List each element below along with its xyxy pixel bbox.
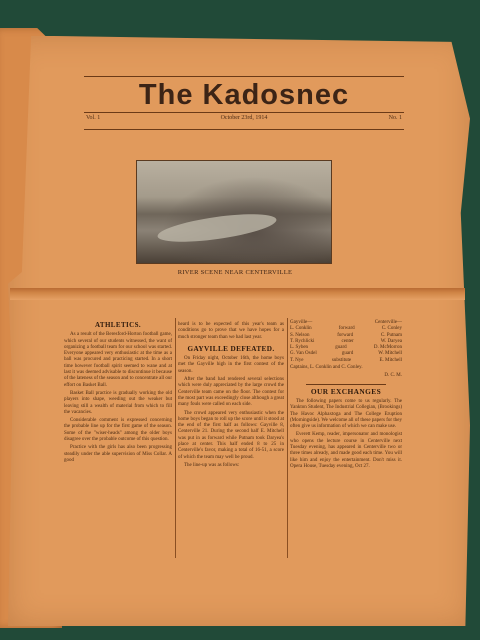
river-shape (156, 209, 278, 247)
lineup-cell: S. Nelson (290, 332, 310, 338)
athletics-paragraph: Basket Ball practice is gradually working the old players into shape, weeding out the weaker but leaving still a wealth of material from which to fill the vacancies. (64, 390, 172, 415)
lineup-table (290, 320, 402, 364)
athletics-paragraph: Practice with the girls has also been progressing steadily under the able supervision of Miss Collar. A good (64, 445, 172, 463)
photo-caption: RIVER SCENE NEAR CENTERVILLE (177, 269, 293, 276)
issue-number: No. 1 (388, 115, 402, 121)
lineup-cell: W. Daryea (380, 338, 402, 344)
lineup-cell: T. Rychlicki (290, 338, 315, 344)
lineup-cell: guard (335, 345, 347, 351)
column-divider (175, 318, 176, 558)
column-divider (287, 318, 288, 558)
athletics-paragraph: Considerable comment is expressed concerning the probable line up for the first game of the season. Some of the "wiser-heads" among the older boys disagree over the probable outcome of this question. (64, 418, 172, 443)
athletics-continued: heard is to be expected of this year's team as conditions go to prove that we have hopes for a much stronger team than we had last year. (178, 322, 284, 340)
lineup-cell: L. Conklin (290, 326, 312, 332)
gayville-column (178, 322, 284, 471)
volume-label: Vol. 1 (86, 115, 101, 121)
lineup-header-left: Gayville— (290, 320, 313, 325)
lineup-cell: D. McMorron (373, 345, 402, 351)
lineup-cell: T. Nye (290, 357, 304, 363)
issue-date: October 23rd, 1914 (220, 115, 268, 121)
lineup-column (290, 320, 402, 472)
lineup-cell: G. Van Osdel (290, 351, 317, 357)
gayville-heading: GAYVILLE DEFEATED. (187, 344, 275, 353)
gayville-paragraph: On Friday night, October 16th, the home boys met the Gayville high in the first contest of the season. (178, 356, 284, 374)
lineup-cell: substitute (331, 357, 352, 363)
lineup-cell: forward (337, 332, 354, 338)
exchanges-paragraph: The following papers come to us regularly. The Yankton Student, The Industrial Collegian, (Brookings) The Havoc Alphaxtoga and The College Eruption (Morningside). We welcome all of these papers for they often give us information of which we can make use. (290, 398, 402, 430)
lineup-cell: C. Putnam (380, 332, 402, 338)
athletics-paragraph: As a result of the Beresford-Horton football game, which several of our students witnessed, the want of organizing a football team for our school was started. Everyone appeared very enthusiastic at the time as a ball was procured and practicing started. In a short time however football spirit seemed to wane and at last it was deemed advisable to discontinue it because of the lateness of the season and to concentrate all our effort on Basket Ball. (64, 332, 173, 388)
section-rule (306, 384, 386, 385)
exchanges-heading: OUR EXCHANGES (310, 386, 382, 396)
gayville-paragraph: After the band had rendered several selections which were duly appreciated by the large crowd the Centerville team came on the floor. The contest for the most part was exceedingly close although a great many fouls were called on each side. (178, 377, 284, 408)
lineup-captains: Captains, L. Conklin and C. Conley. (290, 365, 363, 371)
lineup-cell: W. Mitchell (378, 351, 402, 357)
lineup-cell: center (341, 338, 354, 344)
lineup-cell: forward (338, 326, 355, 332)
lineup-header-right: Centerville— (374, 320, 402, 325)
lineup-signature: D. C. M. (384, 373, 402, 379)
exchanges-paragraph: Everett Kemp, reader, impersonator and monologist who opens the lecture course in Centerville next Tuesday evening, has appeared in Centerville two or three times already, and made good each time. You will like him and enjoy the entertainment. Don't miss it. Opera House, Tuesday evening, Oct 27. (290, 432, 402, 469)
lineup-cell: E. Mitchell (379, 357, 402, 363)
page-fold (10, 288, 465, 300)
gayville-paragraph: The crowd appeared very enthusiastic when the home boys began to roll up the score until it stood at the end of the first half as follows: Gayville 8, Centerville 21. During the second half E. Mitchell was put in as forward while Putnam took Daryea's place at center. This half ended 8 to 25 in Centerville's favor, making a total of 16-51, a score of which the team may well be proud. (178, 410, 284, 460)
newspaper-title: The Kadosnec (138, 79, 350, 111)
lineup-row (290, 358, 402, 364)
athletics-column (64, 322, 172, 466)
gayville-paragraph: The line-up was as follows: (184, 462, 240, 468)
athletics-heading: ATHLETICS. (94, 321, 142, 329)
dateline (84, 112, 404, 125)
lineup-cell: guard (341, 351, 354, 357)
river-photo (136, 160, 332, 264)
lineup-cell: L. Syben (290, 345, 309, 351)
lineup-cell: C. Conley (381, 326, 402, 332)
